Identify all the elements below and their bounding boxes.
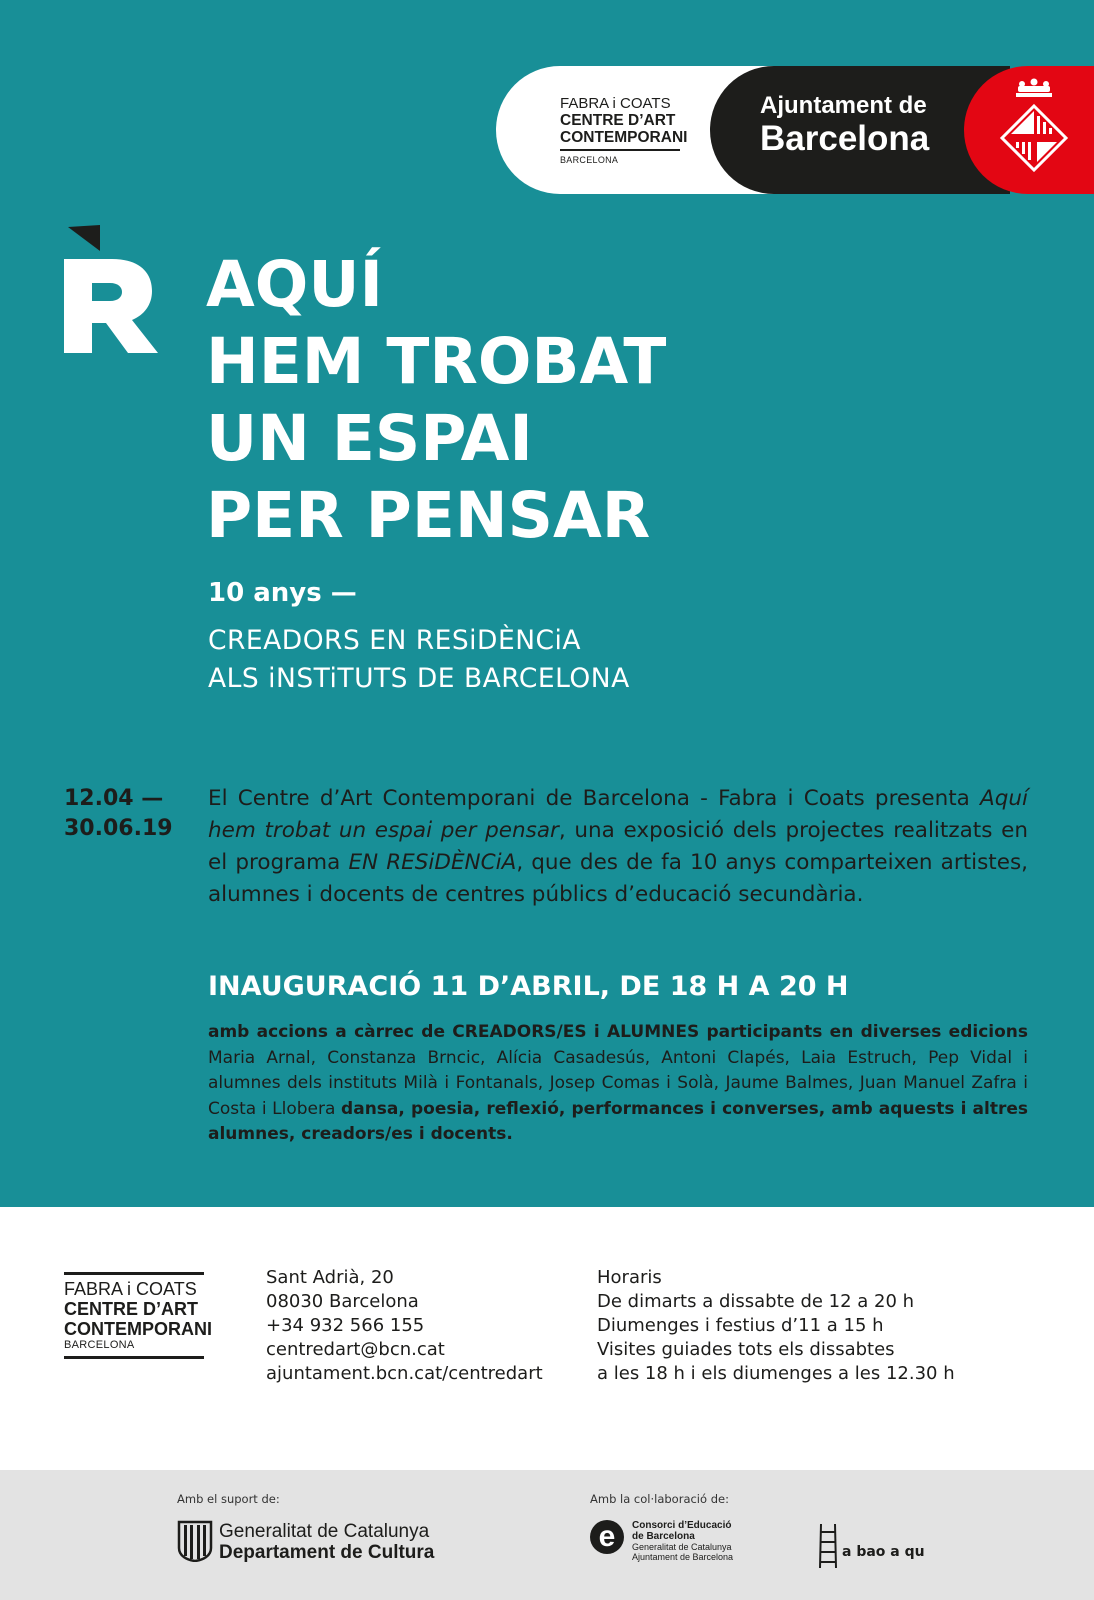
intro-program-italic: EN RESiDÈNCiA: [348, 850, 517, 875]
subtitle-line: ALS iNSTiTUTS DE BARCELONA: [208, 663, 630, 694]
intro-text: , una exposició dels projectes realitzats en el programa: [208, 818, 1028, 875]
hours-line: De dimarts a dissabte de 12 a 20 h: [597, 1291, 915, 1312]
generalitat-text: [219, 1521, 434, 1563]
address-phone[interactable]: +34 932 566 155: [266, 1315, 425, 1336]
address-city: 08030 Barcelona: [266, 1291, 419, 1312]
generalitat-icon: [177, 1520, 213, 1562]
residencia-r-icon: [62, 225, 162, 365]
footer-logo-line1: FABRA i COATS: [64, 1279, 197, 1299]
fabra-logo-line1: FABRA i COATS: [560, 95, 671, 112]
intro-text: , que des de fa 10 anys comparteixen artistes, alumnes i docents de centres públics d’educació secundària.: [208, 850, 1028, 907]
contact-address: [266, 1266, 543, 1386]
intro-paragraph: [208, 783, 1028, 911]
ajuntament-line2: Barcelona: [760, 119, 930, 158]
consorci-e-icon: [590, 1520, 624, 1554]
consorci-line2: de Barcelona: [632, 1531, 695, 1542]
footer-fabra-coats-logo: [64, 1272, 212, 1359]
title-line: PER PENSAR: [206, 479, 651, 552]
address-website[interactable]: ajuntament.bcn.cat/centredart: [266, 1363, 543, 1384]
subtitle-line: CREADORS EN RESiDÈNCiA: [208, 625, 582, 656]
barcelona-shield-icon: [984, 78, 1084, 182]
consorci-text: [632, 1520, 733, 1562]
intro-title-italic: Aquí hem trobat un espai per pensar: [208, 786, 1028, 843]
footer-logo-line2: CENTRE D’ART: [64, 1299, 198, 1319]
date-start: 12.04 —: [64, 786, 164, 811]
support-label: Amb el suport de:: [177, 1492, 280, 1506]
footer-logo-rule-top: [64, 1272, 204, 1275]
hours-title: Horaris: [597, 1267, 662, 1288]
abaoaqu-ladder-icon: [818, 1522, 838, 1570]
footer-logo-rule-bottom: [64, 1356, 204, 1359]
hours-line: Visites guiades tots els dissabtes: [597, 1339, 895, 1360]
exhibition-title: [206, 246, 666, 554]
footer-logo-line3: CONTEMPORANI: [64, 1319, 212, 1339]
fabra-logo-line3: CONTEMPORANI: [560, 129, 688, 146]
fabra-logo-rule: [560, 149, 680, 151]
fabra-logo-line4: BARCELONA: [560, 155, 619, 165]
address-email[interactable]: centredart@bcn.cat: [266, 1339, 445, 1360]
abaoaqu-text: a bao a qu: [842, 1544, 925, 1560]
title-line: AQUÍ: [206, 248, 383, 321]
opening-hours: [597, 1266, 955, 1386]
inauguration-heading: INAUGURACIÓ 11 D’ABRIL, DE 18 H A 20 H: [208, 971, 849, 1002]
title-line: UN ESPAI: [206, 402, 533, 475]
actions-paragraph: [208, 1020, 1028, 1148]
address-street: Sant Adrià, 20: [266, 1267, 394, 1288]
sponsors-strip: [0, 1470, 1094, 1600]
ajuntament-line1: Ajuntament de: [760, 92, 927, 119]
header-logo-pill: [496, 66, 1094, 194]
intro-text: El Centre d’Art Contemporani de Barcelona - Fabra i Coats presenta: [208, 786, 981, 811]
consorci-line4: Ajuntament de Barcelona: [632, 1552, 734, 1562]
title-line: HEM TROBAT: [206, 325, 667, 398]
footer-logo-line4: BARCELONA: [64, 1339, 135, 1351]
hours-line: a les 18 h i els diumenges a les 12.30 h: [597, 1363, 955, 1384]
fabra-coats-logo: [560, 95, 688, 166]
ajuntament-logo: [760, 92, 929, 158]
hours-line: Diumenges i festius d’11 a 15 h: [597, 1315, 884, 1336]
consorci-e-letter: e: [598, 1520, 616, 1553]
exhibition-dates: [64, 784, 173, 844]
program-subtitle: [208, 622, 630, 698]
anniversary-text: 10 anys —: [208, 578, 357, 608]
consorci-line1: Consorci d’Educació: [632, 1520, 732, 1531]
generalitat-line1: Generalitat de Catalunya: [219, 1521, 430, 1542]
fabra-logo-line2: CENTRE D’ART: [560, 112, 676, 129]
generalitat-line2: Departament de Cultura: [219, 1542, 435, 1563]
collaboration-label: Amb la col·laboració de:: [590, 1492, 729, 1506]
date-end: 30.06.19: [64, 816, 173, 841]
actions-bold-outro: dansa, poesia, reflexió, performances i converses, amb aquests i altres alumnes, creadors/es i docents.: [208, 1098, 1028, 1144]
actions-names: Maria Arnal, Constanza Brncic, Alícia Casadesús, Antoni Clapés, Laia Estruch, Pep Vidal i alumnes dels instituts Milà i Fontanals, Josep Comas i Solà, Jaume Balmes, Juan Manuel Zafra i Costa i Llobera: [208, 1047, 1028, 1119]
consorci-line3: Generalitat de Catalunya: [632, 1542, 732, 1552]
actions-bold-intro: amb accions a càrrec de CREADORS/ES i ALUMNES participants en diverses edicions: [208, 1022, 1028, 1042]
